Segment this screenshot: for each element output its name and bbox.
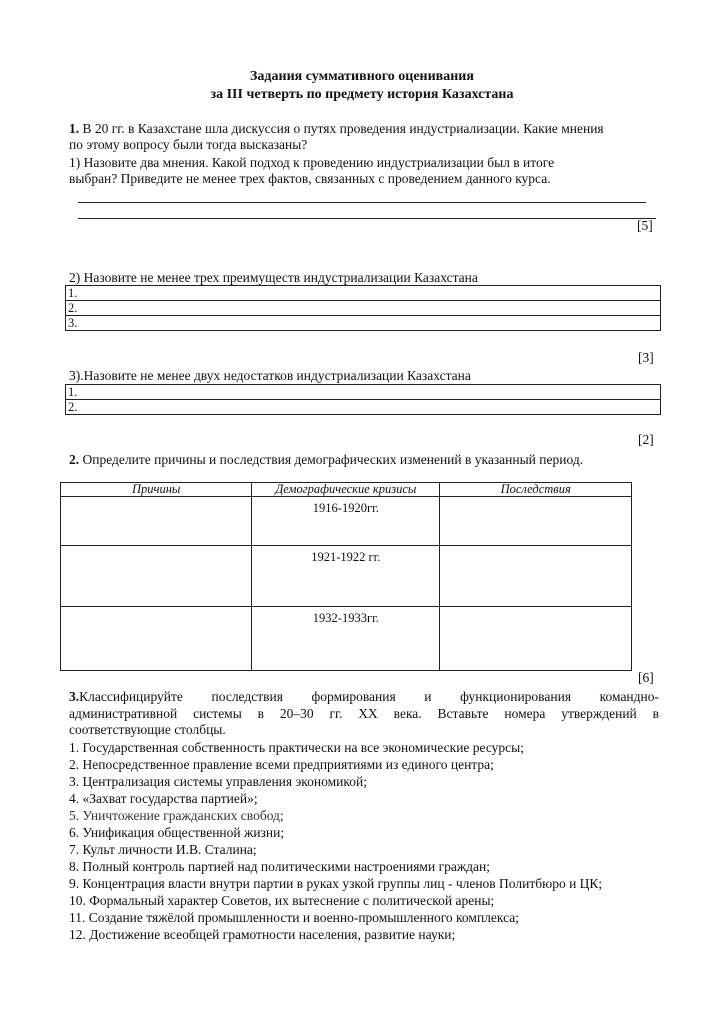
- table-row: [61, 546, 632, 607]
- answer-line-2[interactable]: [78, 218, 656, 219]
- q1-text-a: В 20 гг. в Казахстане шла дискуссия о путях проведения индустриализации. Какие мнения: [79, 121, 604, 136]
- statement-item: 11. Создание тяжёлой промышленности и военно-промышленного комплекса;: [69, 910, 520, 925]
- answer-line-1[interactable]: [78, 202, 646, 203]
- table-row[interactable]: [66, 286, 661, 301]
- row-label: 3.: [66, 316, 661, 331]
- consequences-cell[interactable]: [440, 607, 632, 671]
- q3-line2: административной системы в 20–30 гг. XX века. Вставьте номера утверждений в: [69, 706, 659, 721]
- statement-item: 2. Непосредственное правление всеми предприятиями из единого центра;: [69, 757, 494, 772]
- q1-sub1-line2: выбран? Приведите не менее трех фактов, связанных с проведением данного курса.: [69, 171, 551, 186]
- consequences-cell[interactable]: [440, 546, 632, 607]
- statement-item: 10. Формальный характер Советов, их вытеснение с политической арены;: [69, 893, 495, 908]
- row-label: 1.: [66, 286, 661, 301]
- statement-item: 5. Уничтожение гражданских свобод;: [69, 808, 284, 823]
- q2-number: 2.: [69, 452, 80, 467]
- consequences-cell[interactable]: [440, 497, 632, 546]
- q2-text-body: Определите причины и последствия демографических изменений в указанный период.: [79, 452, 584, 467]
- q1-text-line1: [69, 121, 604, 137]
- q1-text-line2: по этому вопросу были тогда высказаны?: [69, 137, 308, 152]
- table-row: [61, 497, 632, 546]
- row-label: 2.: [66, 400, 661, 415]
- q1-score-1: [5]: [637, 218, 653, 233]
- table-row[interactable]: [66, 301, 661, 316]
- q1-score-2: [3]: [638, 350, 654, 365]
- q2-text: [69, 452, 583, 468]
- crisis-cell: 1921-1922 гг.: [252, 546, 440, 607]
- causes-cell[interactable]: [61, 546, 252, 607]
- statement-item: 12. Достижение всеобщей грамотности населения, развитие науки;: [69, 927, 456, 942]
- col-header-consequences: Последствия: [440, 483, 632, 497]
- table-header-row: [61, 483, 632, 497]
- q1-sub1-line1: 1) Назовите два мнения. Какой подход к проведению индустриализации был в итоге: [69, 155, 555, 170]
- table-row[interactable]: [66, 316, 661, 331]
- q3-line3: соответствующие столбцы.: [69, 722, 226, 737]
- statement-item: 8. Полный контроль партией над политическими настроениями граждан;: [69, 859, 491, 874]
- disadvantages-table: [65, 384, 661, 415]
- q3-line1: [69, 689, 659, 705]
- col-header-crises: Демографические кризисы: [252, 483, 440, 497]
- advantages-table: [65, 285, 661, 331]
- col-header-causes: Причины: [61, 483, 252, 497]
- crisis-cell: 1932-1933гг.: [252, 607, 440, 671]
- doc-title-line1: Задания суммативного оценивания: [250, 69, 474, 84]
- statement-item: 3. Централизация системы управления экономикой;: [69, 774, 367, 789]
- table-row: [61, 607, 632, 671]
- table-row[interactable]: [66, 400, 661, 415]
- causes-cell[interactable]: [61, 607, 252, 671]
- row-label: 2.: [66, 301, 661, 316]
- statement-item: 7. Культ личности И.В. Сталина;: [69, 842, 257, 857]
- table-row[interactable]: [66, 385, 661, 400]
- causes-cell[interactable]: [61, 497, 252, 546]
- statement-item: 6. Унификация общественной жизни;: [69, 825, 285, 840]
- q1-number: 1.: [69, 121, 80, 136]
- q2-score: [6]: [638, 670, 654, 685]
- q3-line1-text: Классифицируйте последствия формирования и функционирования командно-: [79, 689, 659, 704]
- demographic-table: [60, 482, 632, 671]
- doc-title-line2: за III четверть по предмету история Казахстана: [210, 87, 514, 102]
- q1-sub2-text: 2) Назовите не менее трех преимуществ индустриализации Казахстана: [69, 270, 478, 285]
- q1-score-3: [2]: [638, 432, 654, 447]
- statement-item: 9. Концентрация власти внутри партии в руках узкой группы лиц - членов Политбюро и ЦК;: [69, 876, 603, 891]
- row-label: 1.: [66, 385, 661, 400]
- statement-item: 1. Государственная собственность практически на все экономические ресурсы;: [69, 740, 524, 755]
- statement-item: 4. «Захват государства партией»;: [69, 791, 258, 806]
- q1-sub3-text: 3).Назовите не менее двух недостатков индустриализации Казахстана: [69, 368, 471, 383]
- crisis-cell: 1916-1920гг.: [252, 497, 440, 546]
- q3-number: 3.: [69, 689, 80, 704]
